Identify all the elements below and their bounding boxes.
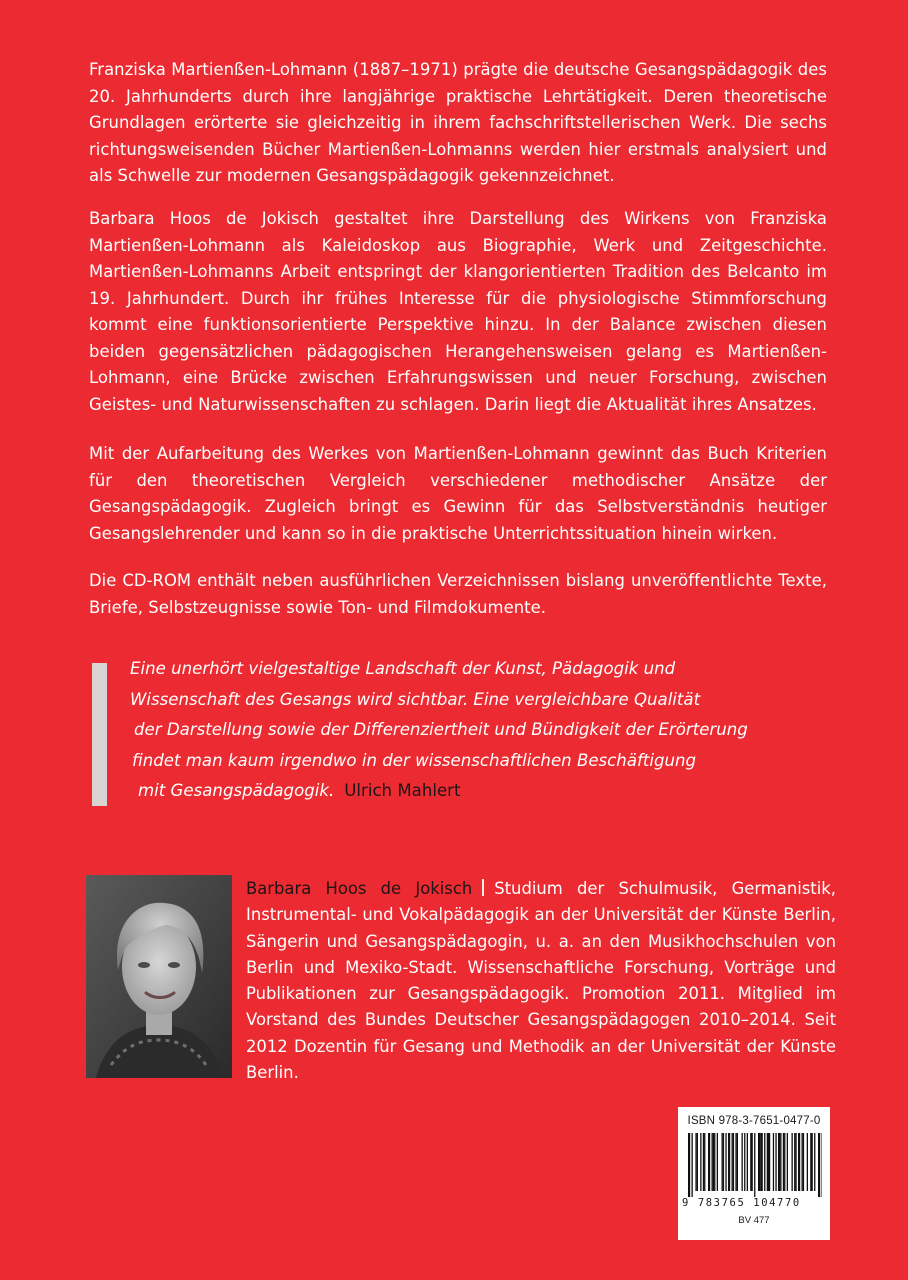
barcode-bar [692, 1133, 693, 1197]
review-quote [130, 654, 830, 807]
barcode-bar [700, 1133, 701, 1191]
barcode-bar [798, 1133, 800, 1191]
barcode-bar [764, 1133, 765, 1191]
barcode-bar [733, 1133, 734, 1191]
author-bio [246, 876, 836, 1086]
barcode-bar [723, 1133, 724, 1191]
barcode-bars [686, 1133, 822, 1197]
barcode-bar [762, 1133, 763, 1191]
barcode-bar [783, 1133, 784, 1191]
quote-line: Wissenschaft des Gesangs wird sichtbar. Eine vergleichbare Qualität [130, 689, 701, 709]
blurb-paragraph-1: Franziska Martienßen-Lohmann (1887–1971) prägte die deutsche Gesangspädagogik des 20. Jahrhunderts durch ihre langjährige praktische Lehrtätigkeit. Deren theoretische Grundlagen erörterte sie gleichzeitig in ihrem fachschriftstellerischen Werk. Die sechs richtungsweisenden Bücher Martienßen-Lohmanns werden hier erstmals analysiert und als Schwelle zur modernen Gesangspädagogik gekennzeichnet. [89, 60, 827, 185]
barcode-bar [775, 1133, 776, 1191]
quote-line: mit Gesangspädagogik. [138, 781, 335, 800]
barcode-bar [737, 1133, 738, 1191]
barcode-bar [758, 1133, 760, 1191]
name-separator [482, 879, 484, 896]
barcode-bar [728, 1133, 730, 1191]
barcode-bar [760, 1133, 761, 1191]
quote-line-last [130, 776, 830, 807]
barcode-bar [814, 1133, 815, 1191]
barcode-bar [735, 1133, 736, 1191]
barcode-digits: 9 783765 104770 [682, 1197, 801, 1209]
barcode-bar [792, 1133, 793, 1191]
barcode-bar [768, 1133, 770, 1191]
barcode-bar [803, 1133, 804, 1191]
barcode-bar [713, 1133, 714, 1191]
isbn-barcode [678, 1107, 830, 1240]
blurb-paragraph-3: Mit der Aufarbeitung des Werkes von Martienßen-Lohmann gewinnt das Buch Kriterien für den theoretischen Vergleich verschiedener methodischer Ansätze der Gesangspädagogik. Zugleich bringt es Gewinn für das Selbstverständnis heutiger Gesangslehrender und kann so in die praktische Unterrichtssituation hinein wirken. [89, 444, 827, 543]
barcode-bar [752, 1133, 753, 1191]
author-photo [86, 875, 232, 1078]
barcode-bar [812, 1133, 813, 1191]
barcode-bar [704, 1133, 705, 1191]
barcode-bar [750, 1133, 751, 1191]
barcode-bar [717, 1133, 718, 1191]
barcode-bar [708, 1133, 710, 1191]
blurb-paragraph-2: Barbara Hoos de Jokisch gestaltet ihre Darstellung des Wirkens von Franziska Martienßen-Lohmann als Kaleidoskop aus Biographie, Werk und Zeitgeschichte. Martienßen-Lohmanns Arbeit entspringt der klangorientierten Tradition des Belcanto im 19. Jahrhundert. Durch ihr frühes Interesse für die physiologische Stimmforschung kommt eine funktionsorientierte Perspektive hinzu. In der Balance zwischen diesen beiden gegensätzlichen pädagogischen Herangehensweisen gelang es Martienßen-Lohmann, eine Brücke zwischen Erfahrungswissen und neuer Forschung, zwischen Geistes- und Naturwissenschaften zu schlagen. Darin liegt die Aktualität ihres Ansatzes. [89, 209, 827, 414]
barcode-bar [767, 1133, 768, 1191]
barcode-bar [712, 1133, 713, 1191]
barcode-bar [802, 1133, 803, 1191]
barcode-bar [744, 1133, 745, 1191]
barcode-bar [810, 1133, 811, 1191]
barcode-bar [787, 1133, 788, 1191]
barcode-bar [703, 1133, 704, 1191]
barcode-bar [747, 1133, 748, 1191]
barcode-bar [818, 1133, 820, 1197]
publisher-code: BV 477 [738, 1215, 770, 1226]
barcode-bar [714, 1133, 715, 1191]
barcode-bar [773, 1133, 774, 1191]
barcode-bar [688, 1133, 690, 1197]
author-name: Barbara Hoos de Jokisch [246, 879, 473, 898]
barcode-bar [784, 1133, 785, 1191]
quote-line: Eine unerhört vielgestaltige Landschaft der Kunst, Pädagogik und [130, 659, 676, 678]
barcode-bar [697, 1133, 698, 1191]
barcode-bar [778, 1133, 780, 1191]
barcode-bar [780, 1133, 781, 1191]
barcode-bar [754, 1133, 755, 1197]
barcode-bar [722, 1133, 723, 1191]
barcode-bar [725, 1133, 726, 1191]
quote-line: der Darstellung sowie der Differenziertheit und Bündigkeit der Erörterung [134, 720, 748, 739]
barcode-bar [794, 1133, 795, 1191]
barcode-bar [807, 1133, 808, 1191]
quote-bar [92, 663, 107, 806]
barcode-bar [822, 1133, 823, 1197]
barcode-bar [732, 1133, 733, 1191]
quote-attribution: Ulrich Mahlert [344, 781, 461, 800]
barcode-bar [742, 1133, 743, 1191]
barcode-bar [695, 1133, 696, 1191]
isbn-label: ISBN 978-3-7651-0477-0 [687, 1115, 821, 1127]
blurb-paragraph-4: Die CD-ROM enthält neben ausführlichen Verzeichnissen bislang unveröffentlichte Texte, Briefe, Selbstzeugnisse sowie Ton- und Filmdokumente. [89, 571, 827, 617]
quote-line: findet man kaum irgendwo in der wissenschaftlichen Beschäftigung [132, 750, 697, 770]
barcode-bar [795, 1133, 796, 1191]
author-bio-text: Studium der Schulmusik, Germanistik, Instrumental- und Vokalpädagogik an der Universität der Künste Berlin, Sängerin und Gesangspädagogin, u. a. an den Musikhochschulen von Berlin und Mexiko-Stadt. Wissenschaftliche Forschung, Vorträge und Publikationen zur Gesangspädagogik. Promotion 2011. Mitglied im Vorstand des Bundes Deutscher Gesangspädagogen 2010–2014. Seit 2012 Dozentin für Gesang und Methodik an der Universität der Künste Berlin. [246, 879, 836, 1083]
